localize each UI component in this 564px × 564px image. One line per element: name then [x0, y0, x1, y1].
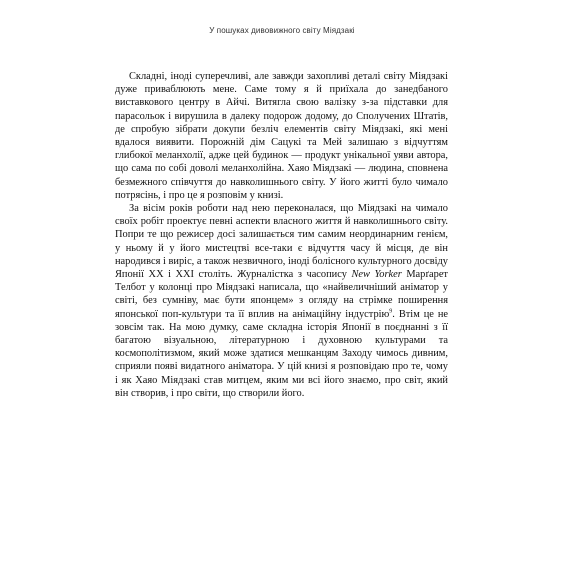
magazine-name: New Yorker	[351, 269, 402, 281]
body-text	[115, 70, 448, 400]
footnote-marker[interactable]: 9	[389, 308, 393, 315]
paragraph-2-part-2: Марґарет Телбот у колонці про Міядзакі написала, що «найвеличніший аніматор у світі, без сумніву, має бути японцем» з огляду на стрімке поширення японської поп-культури та її вплив на анімаційну індустрію	[115, 269, 448, 320]
running-head: У пошуках дивовижного світу Міядзакі	[209, 26, 355, 35]
paragraph-1: Складні, іноді суперечливі, але завжди захопливі деталі світу Міядзакі дуже приваблюють мене. Саме тому я й приїхала до занедбаного виставкового центру в Айчі. Витягла свою валізку з-за підставки для парасольок і вирушила в далеку подорож додому, до Сполучених Штатів, де спробую зібрати докупи безліч елементів світу Міядзакі, які мені вдалося виявити. Порожній дім Сацукі та Мей залишаю з відчуттям глибокої меланхолії, адже цей будинок — продукт унікальної уяви автора, що сама по собі доволі меланхолійна. Хаяо Міядзакі — людина, сповнена безмежного співчуття до навколишнього світу. У його житті було чимало потрясінь, і про це я розповім у книзі.	[115, 71, 448, 201]
paragraph-2-part-1: За вісім років роботи над нею переконалася, що Міядзакі на чимало своїх робіт проектує певні аспекти власного життя й навколишнього світу. Попри те що режисер досі залишається тим самим неординарним генієм, у ньому й у його мистецтві все-таки є відчуття часу й місця, де він народився і виріс, а також незвичного, іноді болісного культурного досвіду Японії XX і XXI століть. Журналістка з часопису	[115, 203, 448, 281]
paragraph-2	[115, 202, 448, 400]
paragraph-2-part-3: . Втім це не зовсім так. На мою думку, саме складна історія Японії в поєднанні з її багатою візуальною, літературною і духовною культурами та космополітизмом, який може здатися мешканцям Заходу чимось дивним, сприяли появі видатного аніматора. У цій книзі я розповідаю про те, чому і як Хаяо Міядзакі став митцем, яким ми всі його знаємо, про світ, який він створив, і про світи, що створили його.	[115, 308, 449, 399]
